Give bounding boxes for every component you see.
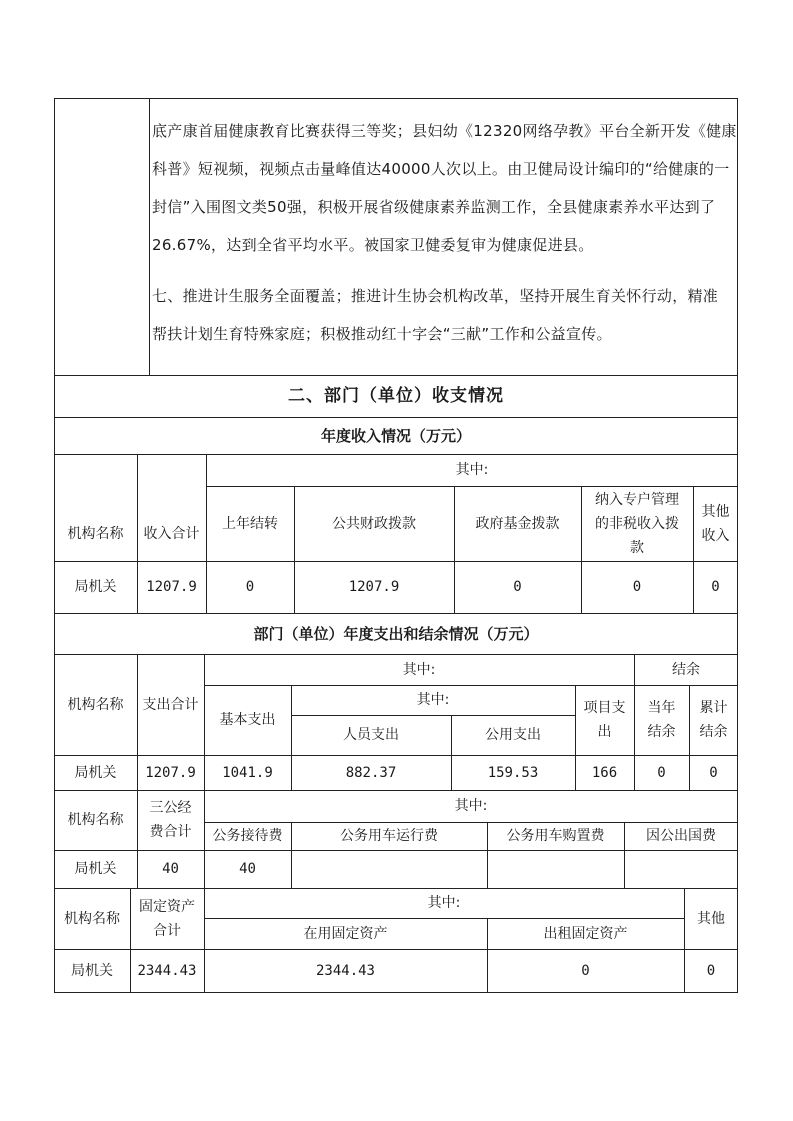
expense-header-personnel: 人员支出 bbox=[343, 727, 399, 743]
three-public-row-car-run bbox=[291, 850, 487, 888]
narrative-line-1: 底产康首届健康教育比赛获得三等奖；县妇幼《12320网络孕教》平台全新开发《健康 bbox=[152, 122, 737, 140]
three-public-row-car-buy bbox=[487, 850, 624, 888]
expense-row-total: 1207.9 bbox=[145, 764, 196, 781]
expense-row-personnel: 882.37 bbox=[345, 764, 397, 781]
narrative-line-4: 26.67%，达到全省平均水平。被国家卫健委复审为健康促进县。 bbox=[152, 236, 594, 254]
expense-header-basic: 基本支出 bbox=[219, 712, 276, 728]
income-header-nontax: 纳入专户管理的非税收入拨款 bbox=[595, 491, 679, 556]
expense-header-accum-balance: 累计结余 bbox=[699, 700, 728, 740]
assets-row-total: 2344.43 bbox=[137, 962, 197, 979]
three-public-header-car-buy: 公务用车购置费 bbox=[506, 828, 605, 844]
assets-row-other: 0 bbox=[706, 962, 716, 979]
assets-row-inuse: 2344.43 bbox=[315, 962, 375, 979]
three-public-row-abroad bbox=[624, 850, 738, 888]
expense-header-project: 项目支出 bbox=[583, 700, 626, 740]
income-header-total: 收入合计 bbox=[143, 525, 200, 542]
expense-header-among2: 其中: bbox=[416, 692, 450, 708]
expense-row-basic: 1041.9 bbox=[222, 764, 273, 781]
three-public-header-car-run: 公务用车运行费 bbox=[340, 828, 438, 844]
expense-header-year-balance: 当年结余 bbox=[647, 700, 676, 740]
expense-header-among: 其中: bbox=[402, 661, 436, 678]
three-public-header-org: 机构名称 bbox=[67, 812, 124, 828]
expense-row-public-use: 159.53 bbox=[487, 764, 539, 781]
section-title: 二、部门（单位）收支情况 bbox=[288, 386, 504, 406]
expense-header-balance: 结余 bbox=[672, 661, 700, 678]
expense-row-year-balance: 0 bbox=[657, 764, 666, 781]
three-public-row-total: 40 bbox=[162, 861, 179, 877]
income-row-nontax: 0 bbox=[632, 579, 642, 595]
income-header-public: 公共财政拨款 bbox=[332, 515, 416, 532]
assets-row-rented: 0 bbox=[581, 962, 590, 979]
income-row-other: 0 bbox=[711, 579, 720, 595]
narrative-line-2: 科普》短视频，视频点击量峰值达40000人次以上。由卫健局设计编印的“给健康的一 bbox=[152, 160, 730, 178]
income-row-org: 局机关 bbox=[74, 579, 117, 595]
income-header-gov: 政府基金拨款 bbox=[475, 515, 560, 532]
assets-header-other: 其他 bbox=[697, 910, 725, 927]
assets-header-among: 其中: bbox=[427, 895, 461, 911]
assets-header-total: 固定资产合计 bbox=[139, 898, 195, 939]
expense-header-public-use: 公用支出 bbox=[485, 727, 541, 743]
income-title: 年度收入情况（万元） bbox=[320, 426, 471, 445]
expense-title: 部门（单位）年度支出和结余情况（万元） bbox=[253, 624, 539, 643]
assets-header-inuse: 在用固定资产 bbox=[303, 925, 388, 942]
assets-header-org: 机构名称 bbox=[64, 910, 120, 927]
three-public-row-reception: 40 bbox=[239, 861, 256, 877]
three-public-row-org: 局机关 bbox=[74, 861, 117, 877]
income-row-public: 1207.9 bbox=[348, 579, 400, 595]
narrative-line-5: 七、推进计生服务全面覆盖；推进计生协会机构改革，坚持开展生育关怀行动，精准 bbox=[152, 287, 719, 305]
income-row-last: 0 bbox=[245, 579, 255, 595]
income-row-total: 1207.9 bbox=[146, 579, 197, 595]
expense-row-accum-balance: 0 bbox=[709, 764, 718, 781]
assets-header-rented: 出租固定资产 bbox=[543, 925, 628, 942]
income-row-gov: 0 bbox=[513, 579, 522, 595]
income-header-among: 其中: bbox=[455, 462, 489, 478]
income-header-org: 机构名称 bbox=[67, 525, 124, 542]
expense-row-project: 166 bbox=[591, 764, 618, 781]
income-header-last: 上年结转 bbox=[222, 515, 278, 532]
assets-row-org: 局机关 bbox=[71, 962, 113, 979]
three-public-header-abroad: 因公出国费 bbox=[646, 828, 716, 844]
three-public-header-total: 三公经费合计 bbox=[149, 800, 192, 840]
expense-header-org: 机构名称 bbox=[67, 696, 124, 713]
expense-row-org: 局机关 bbox=[74, 764, 117, 781]
expense-header-total: 支出合计 bbox=[142, 696, 199, 713]
three-public-header-among: 其中: bbox=[454, 798, 488, 814]
income-header-other: 其他收入 bbox=[701, 503, 730, 544]
narrative-line-3: 封信”入围图文类50强，积极开展省级健康素养监测工作，全县健康素养水平达到了 bbox=[152, 198, 716, 216]
three-public-header-reception: 公务接待费 bbox=[212, 828, 283, 844]
narrative-line-6: 帮扶计划生育特殊家庭；积极推动红十字会“三献”工作和公益宣传。 bbox=[152, 325, 612, 343]
